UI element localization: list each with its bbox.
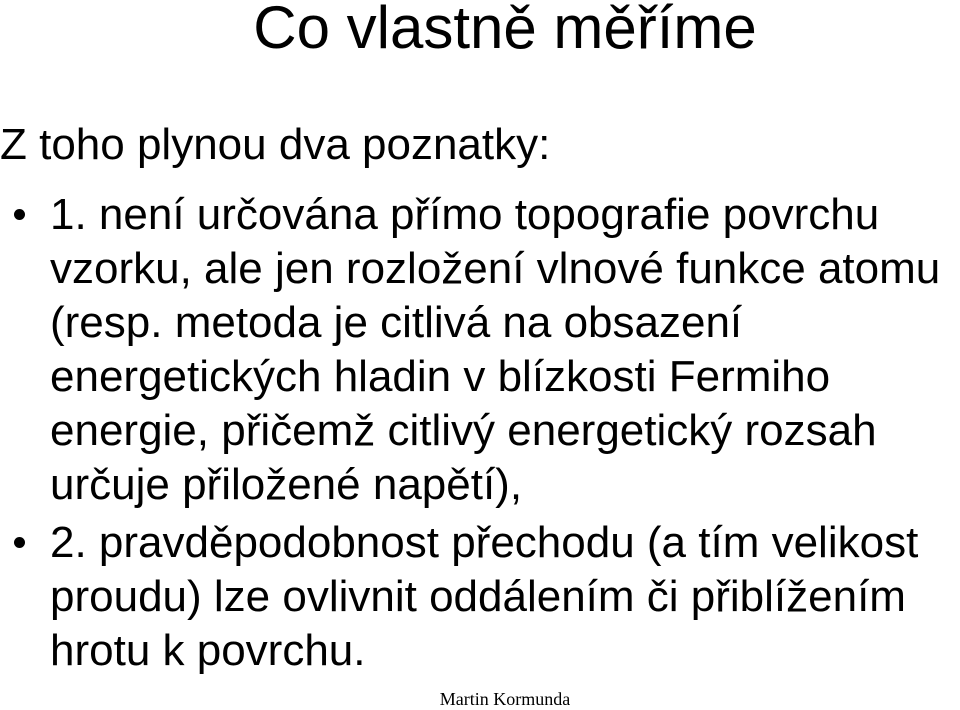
footer-author: Martin Kormunda [439, 689, 571, 709]
list-item-line: energie, přičemž citlivý energetický rozsah [50, 406, 877, 455]
list-item-line: 1. není určována přímo topografie povrchu [50, 190, 880, 239]
bullet-dot-icon [14, 209, 25, 220]
list-item-line: (resp. metoda je citlivá na obsazení [50, 298, 743, 347]
bullet-dot-icon [14, 537, 25, 548]
list-item-line: vzorku, ale jen rozložení vlnové funkce atomu [50, 244, 941, 293]
list-item-line: určuje přiložené napětí), [50, 460, 523, 509]
list-item-line: 2. pravděpodobnost přechodu (a tím velikost [50, 518, 919, 567]
list-item-line: proudu) lze ovlivnit oddálením či přiblížením [50, 572, 906, 621]
list-item-line: hrotu k povrchu. [50, 626, 366, 675]
list-item-line: energetických hladin v blízkosti Fermiho [50, 352, 831, 401]
intro-text: Z toho plynou dva poznatky: [0, 120, 551, 169]
slide-title: Co vlastně měříme [253, 0, 757, 61]
